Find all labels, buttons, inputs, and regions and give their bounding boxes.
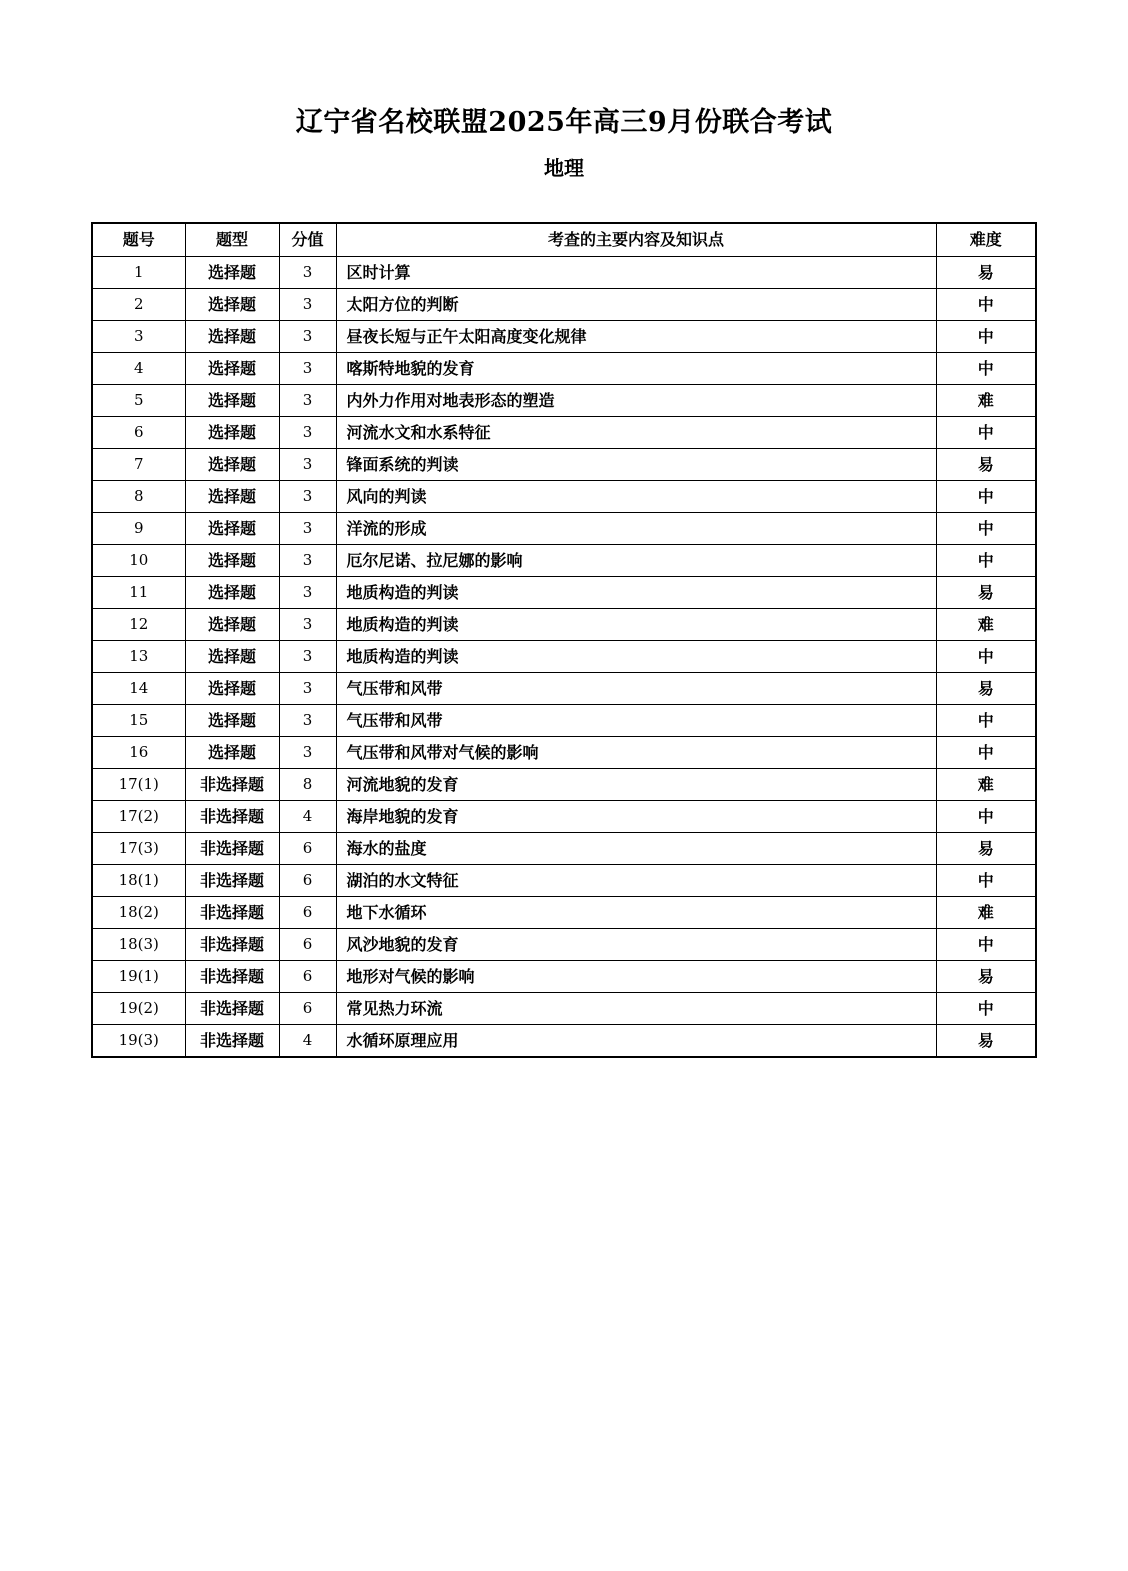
exam-spec-table <box>91 222 1037 1058</box>
cell-number: 11 <box>92 577 185 609</box>
cell-difficulty: 易 <box>936 577 1036 609</box>
cell-difficulty: 中 <box>936 929 1036 961</box>
cell-difficulty: 易 <box>936 961 1036 993</box>
cell-content: 河流水文和水系特征 <box>336 417 936 449</box>
cell-content: 地质构造的判读 <box>336 641 936 673</box>
table-row <box>92 609 1036 641</box>
table-row <box>92 897 1036 929</box>
cell-number: 17(1) <box>92 769 185 801</box>
cell-content: 风沙地貌的发育 <box>336 929 936 961</box>
header-difficulty: 难度 <box>936 223 1036 257</box>
cell-score: 6 <box>279 961 336 993</box>
cell-number: 7 <box>92 449 185 481</box>
cell-content: 喀斯特地貌的发育 <box>336 353 936 385</box>
cell-number: 12 <box>92 609 185 641</box>
header-row <box>92 223 1036 257</box>
cell-type: 选择题 <box>185 673 279 705</box>
table-row <box>92 865 1036 897</box>
cell-number: 13 <box>92 641 185 673</box>
header-content: 考查的主要内容及知识点 <box>336 223 936 257</box>
cell-score: 3 <box>279 673 336 705</box>
table-row <box>92 993 1036 1025</box>
cell-difficulty: 中 <box>936 993 1036 1025</box>
cell-content: 太阳方位的判断 <box>336 289 936 321</box>
cell-number: 18(1) <box>92 865 185 897</box>
cell-content: 海岸地貌的发育 <box>336 801 936 833</box>
cell-difficulty: 中 <box>936 545 1036 577</box>
cell-type: 选择题 <box>185 545 279 577</box>
cell-type: 非选择题 <box>185 961 279 993</box>
cell-number: 3 <box>92 321 185 353</box>
cell-difficulty: 中 <box>936 801 1036 833</box>
cell-difficulty: 易 <box>936 673 1036 705</box>
cell-score: 3 <box>279 737 336 769</box>
cell-difficulty: 难 <box>936 769 1036 801</box>
cell-difficulty: 易 <box>936 833 1036 865</box>
cell-type: 选择题 <box>185 737 279 769</box>
header-number: 题号 <box>92 223 185 257</box>
cell-difficulty: 中 <box>936 289 1036 321</box>
cell-number: 1 <box>92 257 185 289</box>
cell-type: 选择题 <box>185 641 279 673</box>
page-title: 辽宁省名校联盟2025年高三9月份联合考试 <box>295 107 833 138</box>
cell-score: 3 <box>279 609 336 641</box>
cell-score: 6 <box>279 897 336 929</box>
cell-score: 6 <box>279 865 336 897</box>
table-row <box>92 577 1036 609</box>
cell-number: 10 <box>92 545 185 577</box>
cell-difficulty: 易 <box>936 449 1036 481</box>
cell-content: 洋流的形成 <box>336 513 936 545</box>
cell-content: 常见热力环流 <box>336 993 936 1025</box>
cell-number: 5 <box>92 385 185 417</box>
table-row <box>92 641 1036 673</box>
table-row <box>92 449 1036 481</box>
cell-type: 选择题 <box>185 289 279 321</box>
cell-difficulty: 中 <box>936 641 1036 673</box>
cell-score: 3 <box>279 257 336 289</box>
cell-score: 3 <box>279 481 336 513</box>
cell-score: 6 <box>279 993 336 1025</box>
cell-number: 8 <box>92 481 185 513</box>
table-row <box>92 353 1036 385</box>
cell-content: 区时计算 <box>336 257 936 289</box>
cell-type: 非选择题 <box>185 929 279 961</box>
cell-difficulty: 中 <box>936 865 1036 897</box>
cell-type: 选择题 <box>185 577 279 609</box>
cell-number: 16 <box>92 737 185 769</box>
cell-type: 选择题 <box>185 449 279 481</box>
cell-score: 4 <box>279 1025 336 1058</box>
cell-content: 地下水循环 <box>336 897 936 929</box>
cell-difficulty: 中 <box>936 481 1036 513</box>
table-row <box>92 833 1036 865</box>
cell-type: 选择题 <box>185 481 279 513</box>
cell-content: 水循环原理应用 <box>336 1025 936 1058</box>
cell-difficulty: 难 <box>936 609 1036 641</box>
cell-difficulty: 难 <box>936 385 1036 417</box>
cell-number: 15 <box>92 705 185 737</box>
cell-number: 18(2) <box>92 897 185 929</box>
cell-difficulty: 中 <box>936 705 1036 737</box>
cell-difficulty: 中 <box>936 417 1036 449</box>
cell-type: 选择题 <box>185 417 279 449</box>
cell-content: 气压带和风带对气候的影响 <box>336 737 936 769</box>
cell-content: 河流地貌的发育 <box>336 769 936 801</box>
cell-type: 非选择题 <box>185 769 279 801</box>
cell-score: 6 <box>279 929 336 961</box>
cell-content: 昼夜长短与正午太阳高度变化规律 <box>336 321 936 353</box>
cell-content: 地质构造的判读 <box>336 577 936 609</box>
cell-score: 3 <box>279 449 336 481</box>
cell-difficulty: 易 <box>936 257 1036 289</box>
cell-type: 非选择题 <box>185 865 279 897</box>
cell-score: 8 <box>279 769 336 801</box>
table-row <box>92 929 1036 961</box>
cell-difficulty: 易 <box>936 1025 1036 1058</box>
cell-difficulty: 中 <box>936 353 1036 385</box>
table-row <box>92 801 1036 833</box>
cell-number: 9 <box>92 513 185 545</box>
cell-content: 气压带和风带 <box>336 673 936 705</box>
cell-difficulty: 中 <box>936 513 1036 545</box>
cell-difficulty: 中 <box>936 321 1036 353</box>
cell-score: 4 <box>279 801 336 833</box>
cell-content: 湖泊的水文特征 <box>336 865 936 897</box>
cell-content: 锋面系统的判读 <box>336 449 936 481</box>
table-row <box>92 513 1036 545</box>
cell-type: 非选择题 <box>185 1025 279 1058</box>
table-row <box>92 1025 1036 1058</box>
table-row <box>92 673 1036 705</box>
cell-difficulty: 中 <box>936 737 1036 769</box>
cell-number: 18(3) <box>92 929 185 961</box>
cell-type: 选择题 <box>185 321 279 353</box>
cell-content: 内外力作用对地表形态的塑造 <box>336 385 936 417</box>
cell-type: 选择题 <box>185 513 279 545</box>
cell-number: 17(3) <box>92 833 185 865</box>
cell-number: 17(2) <box>92 801 185 833</box>
table-row <box>92 321 1036 353</box>
table-row <box>92 481 1036 513</box>
header-type: 题型 <box>185 223 279 257</box>
cell-number: 2 <box>92 289 185 321</box>
cell-score: 3 <box>279 641 336 673</box>
cell-type: 选择题 <box>185 353 279 385</box>
table-row <box>92 737 1036 769</box>
table-row <box>92 961 1036 993</box>
cell-content: 风向的判读 <box>336 481 936 513</box>
cell-number: 6 <box>92 417 185 449</box>
cell-score: 3 <box>279 289 336 321</box>
cell-type: 选择题 <box>185 257 279 289</box>
table-body <box>92 257 1036 1058</box>
cell-score: 3 <box>279 705 336 737</box>
cell-type: 非选择题 <box>185 833 279 865</box>
cell-score: 3 <box>279 417 336 449</box>
cell-score: 3 <box>279 321 336 353</box>
cell-number: 19(3) <box>92 1025 185 1058</box>
cell-score: 6 <box>279 833 336 865</box>
cell-score: 3 <box>279 545 336 577</box>
cell-content: 地质构造的判读 <box>336 609 936 641</box>
table-header <box>92 223 1036 257</box>
cell-type: 非选择题 <box>185 993 279 1025</box>
cell-type: 选择题 <box>185 385 279 417</box>
cell-content: 厄尔尼诺、拉尼娜的影响 <box>336 545 936 577</box>
cell-content: 地形对气候的影响 <box>336 961 936 993</box>
cell-content: 气压带和风带 <box>336 705 936 737</box>
cell-score: 3 <box>279 353 336 385</box>
cell-type: 非选择题 <box>185 897 279 929</box>
table-row <box>92 417 1036 449</box>
cell-number: 14 <box>92 673 185 705</box>
header-score: 分值 <box>279 223 336 257</box>
page-subtitle: 地理 <box>544 156 584 180</box>
cell-difficulty: 难 <box>936 897 1036 929</box>
table-row <box>92 705 1036 737</box>
table-row <box>92 257 1036 289</box>
cell-content: 海水的盐度 <box>336 833 936 865</box>
cell-type: 选择题 <box>185 609 279 641</box>
cell-score: 3 <box>279 385 336 417</box>
table-row <box>92 769 1036 801</box>
cell-score: 3 <box>279 513 336 545</box>
cell-number: 19(2) <box>92 993 185 1025</box>
cell-number: 4 <box>92 353 185 385</box>
cell-type: 选择题 <box>185 705 279 737</box>
table-row <box>92 289 1036 321</box>
cell-type: 非选择题 <box>185 801 279 833</box>
table-row <box>92 385 1036 417</box>
table-row <box>92 545 1036 577</box>
cell-score: 3 <box>279 577 336 609</box>
cell-number: 19(1) <box>92 961 185 993</box>
